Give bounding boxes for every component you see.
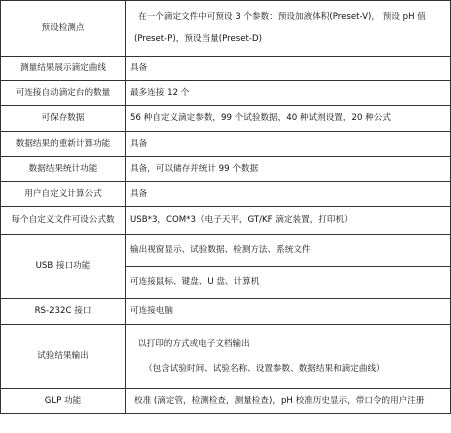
table-row xyxy=(1,132,451,157)
row-value: 56 种自定义滴定参数，99 个试验数据，40 种试剂设置，20 种公式 xyxy=(126,106,451,132)
row-value: 具备 xyxy=(126,132,451,157)
row-label: 每个自定义文件可设公式数 xyxy=(1,207,126,235)
table-row xyxy=(1,299,451,325)
row-value: 可连接鼠标、键盘、U 盘、计算机 xyxy=(126,267,451,299)
value-line: （包含试验时间、试验名称、设置参数、数据结果和滴定曲线） xyxy=(144,363,385,374)
row-label: 试验结果输出 xyxy=(1,325,126,389)
table-row xyxy=(1,325,451,389)
row-value: USB*3，COM*3（电子天平，GT/KF 滴定装置，打印机） xyxy=(126,207,451,235)
table-row xyxy=(1,57,451,81)
table-row xyxy=(1,81,451,106)
row-label: 预设检测点 xyxy=(1,1,126,57)
row-value xyxy=(126,1,451,57)
value-line: 以打印的方式或电子文档输出 xyxy=(138,338,250,349)
table-row xyxy=(1,1,451,57)
row-label: GLP 功能 xyxy=(1,389,126,414)
row-label: 可连接自动滴定台的数量 xyxy=(1,81,126,106)
table-row xyxy=(1,235,451,267)
table-row xyxy=(1,106,451,132)
row-value: 具备，可以储存并统计 99 个数据 xyxy=(126,157,451,182)
row-value: 输出视窗显示、试验数据、检测方法、系统文件 xyxy=(126,235,451,267)
row-label: 数据结果的重新计算功能 xyxy=(1,132,126,157)
table-row xyxy=(1,182,451,207)
row-label: 可保存数据 xyxy=(1,106,126,132)
row-label: 用户自定义计算公式 xyxy=(1,182,126,207)
row-value: 具备 xyxy=(126,57,451,81)
row-label: 测量结果展示滴定曲线 xyxy=(1,57,126,81)
table-row xyxy=(1,207,451,235)
table-row xyxy=(1,157,451,182)
row-label: USB 接口功能 xyxy=(1,235,126,299)
row-label: RS-232C 接口 xyxy=(1,299,126,325)
value-line: 在一个滴定文件中可预设 3 个参数：预设加液体积(Preset-V)， 预设 pH 值 xyxy=(138,12,426,23)
row-value: 最多连接 12 个 xyxy=(126,81,451,106)
row-value: 校准 (滴定管，检测检查，测量检查)，pH 校准历史显示，带口令的用户注册 xyxy=(126,389,451,414)
table-row xyxy=(1,389,451,414)
row-value: 具备 xyxy=(126,182,451,207)
value-line: (Preset-P)，预设当量(Preset-D) xyxy=(134,34,262,44)
row-value: 可连接电脑 xyxy=(126,299,451,325)
row-label: 数据结果统计功能 xyxy=(1,157,126,182)
row-value xyxy=(126,325,451,389)
